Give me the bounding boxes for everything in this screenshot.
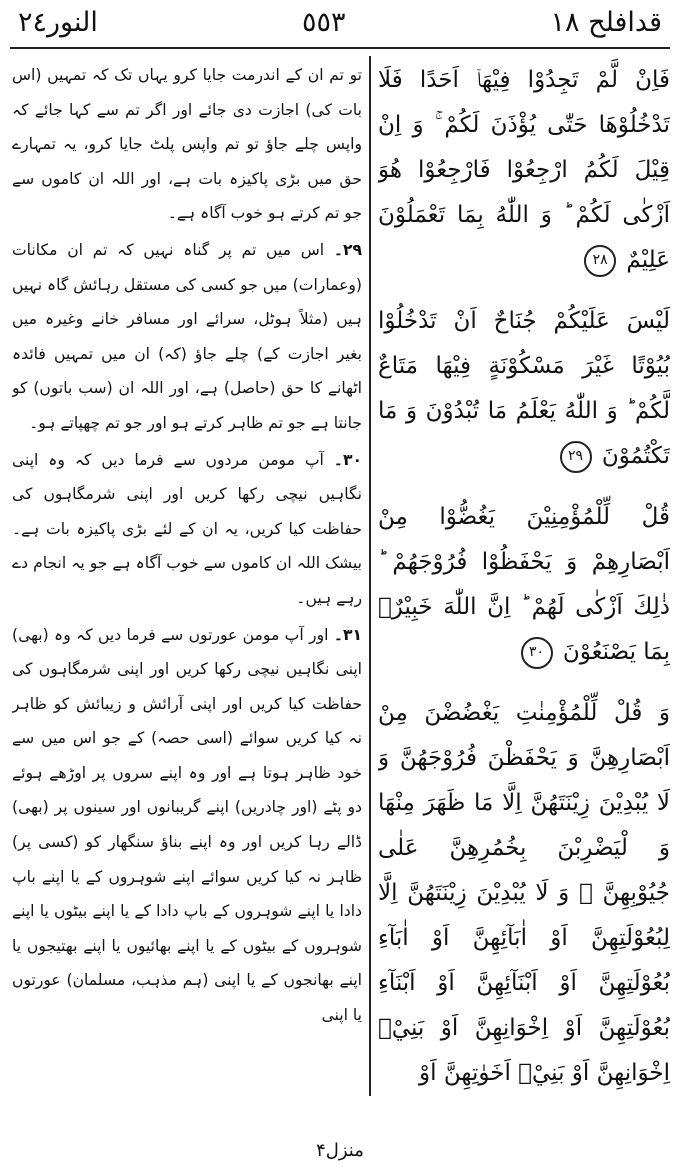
ayah-text: فَاِنْ لَّمْ تَجِدُوْا فِيْهَاۤ اَحَدًا فَلَا تَدْخُلُوْهَا حَتّٰى يُؤْذَنَ لَكُمْ ۚ وَ اِنْ قِيْلَ لَكُمُ ارْجِعُوْا فَارْجِعُوْا هُوَ اَزْكٰى لَكُمْ ؕ وَ اللّٰهُ بِمَا تَعْمَلُوْنَ عَلِيْمٌ — [378, 67, 670, 273]
ayah-text: لَيْسَ عَلَيْكُمْ جُنَاحٌ اَنْ تَدْخُلُوْا بُيُوْتًا غَيْرَ مَسْكُوْنَةٍ فِيْهَا مَتَاعٌ لَّكُمْ ؕ وَ اللّٰهُ يَعْلَمُ مَا تُبْدُوْنَ وَ مَا تَكْتُمُوْنَ — [378, 308, 670, 469]
ayah-number-marker: ٢٩ — [560, 441, 592, 473]
juz-name-header: قدافلح ١٨ — [550, 7, 662, 38]
ayah-block — [378, 691, 670, 1096]
ayah-block — [378, 495, 670, 675]
translation-paragraph — [12, 233, 362, 441]
translation-text: اس میں تم پر گناہ نہیں کہ تم ان مکانات (وعمارات) میں جو کسی کی مستقل رہائش گاہ نہیں ہیں (مثلاً ہوٹل، سرائے اور مسافر خانے وغیرہ میں بغیر اجازت کے) چلے جاؤ (کہ) ان میں تمہیں فائدہ اٹھانے کا حق (حاصل) ہے، اور اللہ ان (سب باتوں) کو جانتا ہے جو تم ظاہر کرتے ہو اور جو تم چھپاتے ہو۔ — [12, 240, 362, 432]
page-number: ٥٥٣ — [302, 7, 346, 38]
header-rule — [10, 47, 670, 49]
translation-paragraph — [12, 58, 362, 231]
translation-paragraph — [12, 443, 362, 616]
translation-paragraph — [12, 618, 362, 1033]
ayah-block — [378, 299, 670, 479]
manzil-footer: منزل۴ — [316, 1140, 364, 1161]
surah-name-header: النور٢٤ — [18, 7, 98, 38]
translation-text: تو تم ان کے اندرمت جایا کرو یہاں تک کہ تمہیں (اس بات کی) اجازت دی جائے اور اگر تم سے کہا جائے کہ واپس چلے جاؤ تو تم واپس پلٹ جایا کرو، یہ تمہارے حق میں بڑی پاکیزہ بات ہے، اور اللہ ان کاموں سے جو تم کرتے ہو خوب آگاہ ہے۔ — [12, 66, 362, 223]
verse-number: ۲۹۔ — [333, 240, 362, 259]
ayah-text: قُلْ لِّلْمُؤْمِنِيْنَ يَغُضُّوْا مِنْ اَبْصَارِهِمْ وَ يَحْفَظُوْا فُرُوْجَهُمْ ؕ ذٰلِكَ اَزْكٰى لَهُمْ ؕ اِنَّ اللّٰهَ خَبِيْرٌۢ بِمَا يَصْنَعُوْنَ — [378, 504, 670, 665]
ayah-number-marker: ٢٨ — [584, 245, 616, 277]
ayah-text: وَ قُلْ لِّلْمُؤْمِنٰتِ يَغْضُضْنَ مِنْ اَبْصَارِهِنَّ وَ يَحْفَظْنَ فُرُوْجَهُنَّ وَ لَا يُبْدِيْنَ زِيْنَتَهُنَّ اِلَّا مَا ظَهَرَ مِنْهَا وَ لْيَضْرِبْنَ بِخُمُرِهِنَّ عَلٰى جُيُوْبِهِنَّ ۠ وَ لَا يُبْدِيْنَ زِيْنَتَهُنَّ اِلَّا لِبُعُوْلَتِهِنَّ اَوْ اٰبَآئِهِنَّ اَوْ اٰبَآءِ بُعُوْلَتِهِنَّ اَوْ اَبْنَآئِهِنَّ اَوْ اَبْنَآءِ بُعُوْلَتِهِنَّ اَوْ اِخْوَانِهِنَّ اَوْ بَنِيْۤ اِخْوَانِهِنَّ اَوْ بَنِيْۤ اَخَوٰتِهِنَّ اَوْ — [378, 700, 670, 1086]
page-header — [0, 0, 680, 48]
arabic-text-column — [378, 58, 670, 1098]
urdu-translation-column — [12, 58, 362, 1098]
verse-number: ۳۱۔ — [333, 625, 362, 644]
ayah-number-marker: ٣٠ — [521, 637, 553, 669]
column-divider — [369, 56, 371, 1096]
translation-text: آپ مومن مردوں سے فرما دیں کہ وہ اپنی نگاہیں نیچی رکھا کریں اور اپنی شرمگاہوں کی حفاظت کیا کریں، یہ ان کے لئے بڑی پاکیزہ بات ہے۔ بیشک اللہ ان کاموں سے خوب آگاہ ہے جو یہ انجام دے رہے ہیں۔ — [12, 450, 362, 607]
verse-number: ۳۰۔ — [333, 450, 362, 469]
translation-text: اور آپ مومن عورتوں سے فرما دیں کہ وہ (بھی) اپنی نگاہیں نیچی رکھا کریں اور اپنی شرمگاہوں کی حفاظت کیا کریں اور اپنی آرائش و زیبائش کو ظاہر نہ کیا کریں سوائے (اسی حصہ) کے جو اس میں سے خود ظاہر ہوتا ہے اور وہ اپنے سروں پر اوڑھے ہوئے دو پٹے (اور چادریں) اپنے گریبانوں اور سینوں پر (بھی) ڈالے رہا کریں اور وہ اپنے بناؤ سنگھار کو (کسی پر) ظاہر نہ کیا کریں سوائے اپنے شوہروں کے یا اپنے باپ دادا یا اپنے شوہروں کے باپ دادا کے یا اپنے بیٹوں یا اپنے شوہروں کے بیٹوں کے یا اپنے بھائیوں یا اپنے بھتیجوں یا اپنے بھانجوں کے یا اپنی (ہم مذہب، مسلمان) عورتوں یا اپنی — [12, 625, 362, 1025]
ayah-block — [378, 58, 670, 283]
